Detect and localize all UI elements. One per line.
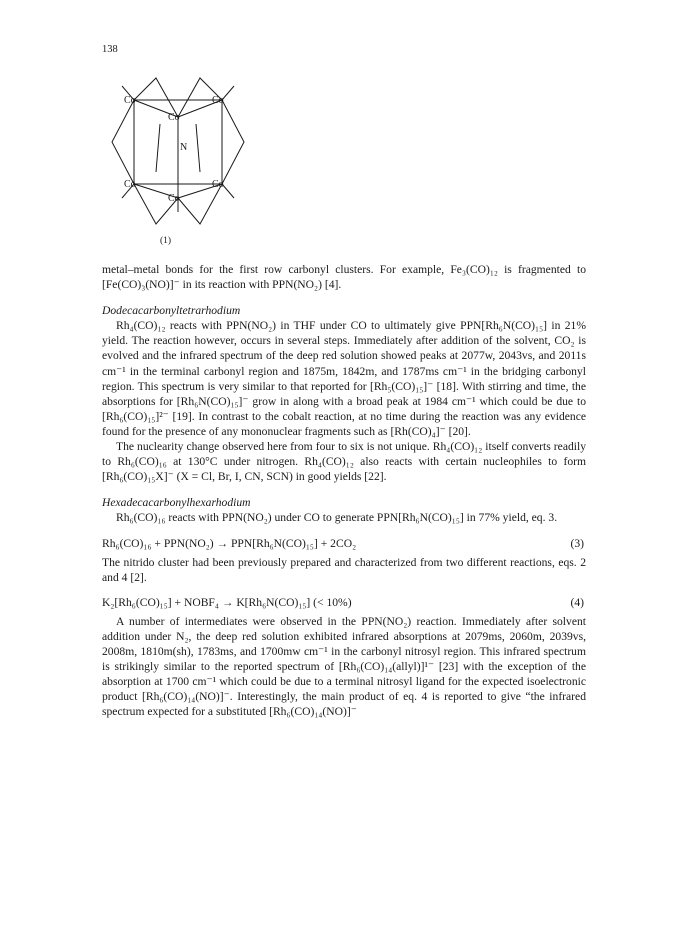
equation-number: (4) [570, 595, 584, 609]
paragraph: Rh₆(CO)₁₆ reacts with PPN(NO₂) under CO to generate PPN[Rh₆N(CO)₁₅] in 77% yield, eq. 3. [116, 511, 558, 525]
co-atom-label: Co [124, 95, 136, 106]
paragraph: metal–metal bonds for the first row carbonyl clusters. For example, Fe₃(CO)₁₂ is fragmented to [Fe(CO)₃(NO)]⁻ in its reaction with PPN(NO₂) [4]. [102, 263, 586, 292]
page-number: 138 [102, 44, 118, 55]
co-atom-label: Co [124, 179, 136, 190]
equation-text: K₂[Rh₆(CO)₁₅] + NOBF₄ → K[Rh₆N(CO)₁₅] (< 10%) [102, 595, 352, 609]
equation-3 [102, 536, 586, 551]
figure-caption: (1) [160, 236, 172, 246]
n-atom-label: N [180, 142, 188, 153]
paragraph: A number of intermediates were observed in the PPN(NO₂) reaction. Immediately after solvent addition under N₂, the deep red solution exhibited infrared absorptions at 2079ms, 2060m, 2039vs, 2008m, 1810m(sh), 1783ms, and 1700mw cm⁻¹ in the carbonyl nitrosyl region. This infrared spectrum is strikingly similar to the reported spectrum of [Rh₆(CO)₁₄(allyl)]¹⁻ [23] with the exception of the absorption at 1700 cm⁻¹ which could be due to a terminal nitrosyl ligand for the expected isoelectronic product [Rh₆(CO)₁₄(NO)]⁻. Interestingly, the main product of eq. 4 is reported to give “the infrared spectrum expected for a substituted [Rh₆(CO)₁₄(NO)]⁻ [102, 614, 586, 719]
cobalt-cluster-structure-figure [104, 72, 254, 232]
co-atom-label: Co [168, 193, 180, 204]
co-atom-label: Co [212, 95, 224, 106]
paragraph: The nuclearity change observed here from four to six is not unique. Rh₄(CO)₁₂ itself converts readily to Rh₆(CO)₁₆ at 130°C under nitrogen. Rh₄(CO)₁₂ also reacts with certain nucleophiles to form [Rh₆(CO)₁₅X]⁻ (X = Cl, Br, I, CN, SCN) in good yields [22]. [102, 440, 586, 484]
co-atom-label: Co [168, 112, 180, 123]
article-body [102, 262, 586, 720]
paragraph: Rh₄(CO)₁₂ reacts with PPN(NO₂) in THF under CO to ultimately give PPN[Rh₆N(CO)₁₅] in 21% yield. The reaction however, occurs in several steps. Immediately after addition of the solvent, CO₂ is evolved and the infrared spectrum of the deep red solution showed peaks at 2077w, 2043vs, and 2011s cm⁻¹ in the terminal carbonyl region and 1875m, 1842m, and 1787ms cm⁻¹ in the bridging carbonyl region. This spectrum is very similar to that reported for [Rh₅(CO)₁₅]⁻ [18]. With stirring and time, the absorptions for [Rh₆N(CO)₁₅]⁻ grow in along with a broad peak at 1984 cm⁻¹ which could be due to [Rh₆(CO)₁₅]²⁻ [19]. In contrast to the cobalt reaction, at no time during the reaction was any evidence found for the presence of any mononuclear fragments such as [Rh(CO)₄]⁻ [20]. [102, 319, 586, 438]
equation-number: (3) [570, 536, 584, 550]
paragraph: The nitrido cluster had been previously prepared and characterized from two different reactions, eqs. 2 and 4 [2]. [102, 555, 586, 584]
equation-text: Rh₆(CO)₁₆ + PPN(NO₂) → PPN[Rh₆N(CO)₁₅] + 2CO₂ [102, 536, 357, 550]
section-heading: Dodecacarbonyltetrarhodium [102, 304, 241, 318]
co-atom-label: Co [212, 179, 224, 190]
equation-4 [102, 595, 586, 610]
section-heading: Hexadecacarbonylhexarhodium [102, 496, 251, 510]
